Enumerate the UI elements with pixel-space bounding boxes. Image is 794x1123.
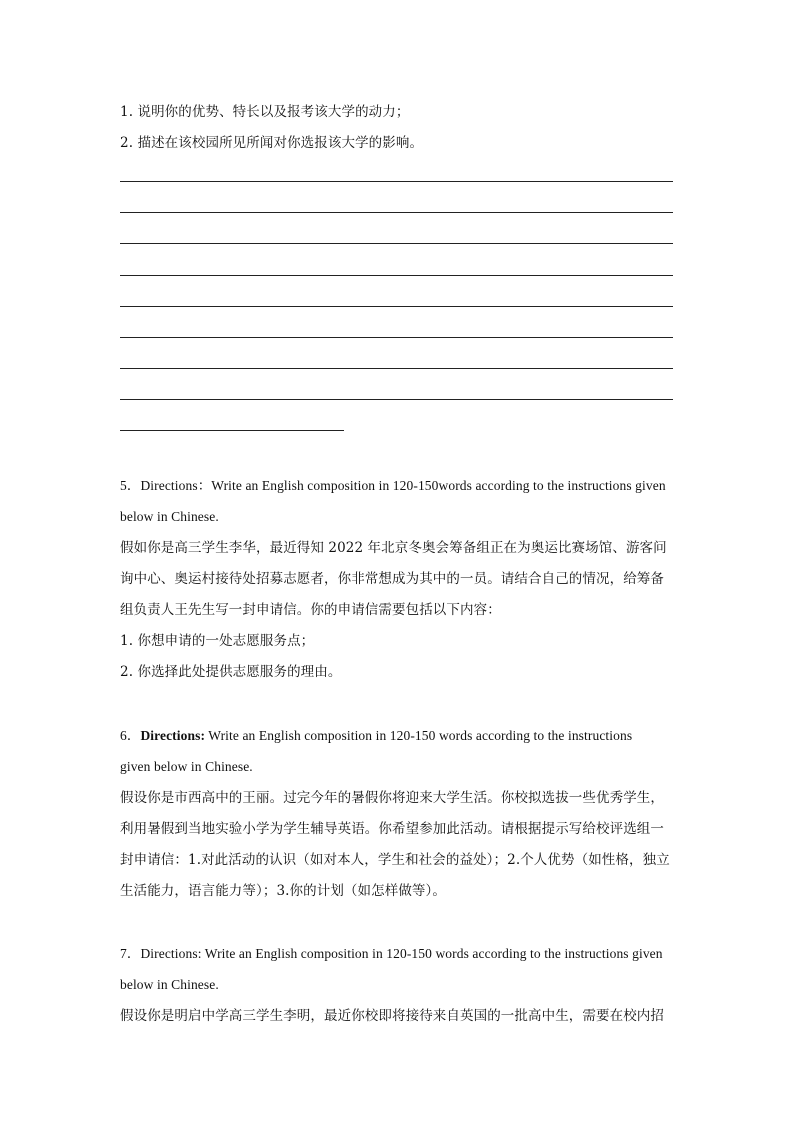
q5-number: 5． [120,478,141,493]
q5-directions-line-1 [120,477,666,495]
q6-directions-label: Directions: [140,728,206,743]
q7-number: 7． [120,946,141,961]
q5-directions-line-2: below in Chinese. [120,509,219,524]
q6-prompt-line-3: 封申请信：1.对此活动的认识（如对本人，学生和社会的益处）；2.个人优势（如性格，独立 [120,852,670,868]
q6-directions-text: Write an English composition in 120-150 words according to the instructions [205,728,633,743]
q6-number: 6． [120,728,141,743]
q6-prompt-line-1: 假设你是市西高中的王丽。过完今年的暑假你将迎来大学生活。你校拟选拔一些优秀学生， [120,790,664,806]
q6-prompt-line-2: 利用暑假到当地实验小学为学生辅导英语。你希望参加此活动。请根据提示写给校评选组一 [120,821,664,837]
q5-prompt-line-2: 询中心、奥运村接待处招募志愿者，你非常想成为其中的一员。请结合自己的情况，给筹备 [120,571,664,587]
q7-prompt-line-1: 假设你是明启中学高三学生李明，最近你校即将接待来自英国的一批高中生，需要在校内招 [120,1008,664,1024]
answer-line [120,212,673,213]
answer-line [120,275,673,276]
answer-line [120,243,673,244]
q7-directions-line-1 [120,945,663,963]
q4-item-2: 2. 描述在该校园所见所闻对你选报该大学的影响。 [120,135,424,151]
q5-prompt-line-1: 假如你是高三学生李华，最近得知 2022 年北京冬奥会筹备组正在为奥运比赛场馆、游客问 [120,540,667,556]
answer-line [120,306,673,307]
q7-directions-line-2: below in Chinese. [120,977,219,992]
q6-prompt-line-4: 生活能力，语言能力等）；3.你的计划（如怎样做等）。 [120,883,446,899]
q6-directions-line-2: given below in Chinese. [120,759,253,774]
answer-line [120,181,673,182]
q7-directions-text: Directions: Write an English composition in 120-150 words according to the instructions given [140,946,663,961]
answer-line [120,368,673,369]
q5-prompt-line-3: 组负责人王先生写一封申请信。你的申请信需要包括以下内容： [120,602,501,618]
q5-item-1: 1. 你想申请的一处志愿服务点； [120,633,315,649]
answer-line [120,399,673,400]
q5-item-2: 2. 你选择此处提供志愿服务的理由。 [120,664,342,680]
answer-line [120,337,673,338]
q6-directions-line-1 [120,727,632,745]
answer-line-final [120,430,344,431]
q5-directions-text: Directions：Write an English composition in 120-150words according to the instructions given [140,478,666,493]
q4-item-1: 1. 说明你的优势、特长以及报考该大学的动力； [120,104,410,120]
